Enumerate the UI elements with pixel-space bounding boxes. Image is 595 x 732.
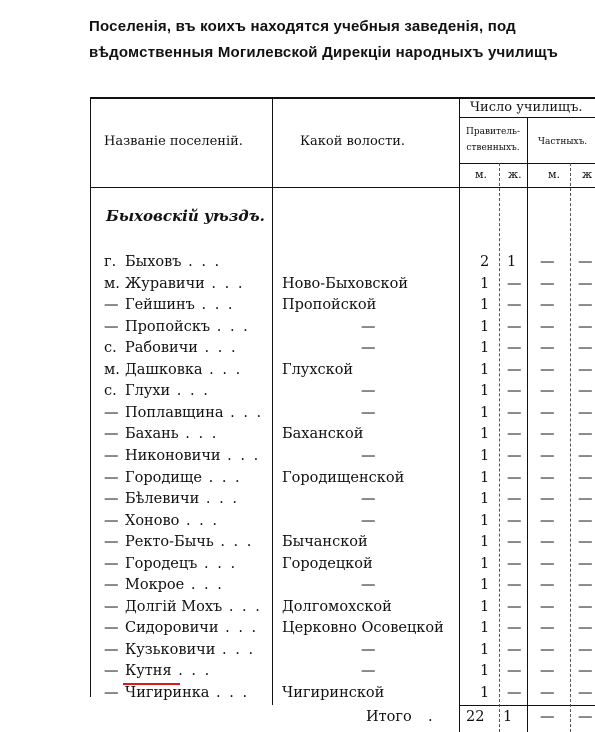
count-m-private: — — [540, 577, 555, 594]
count-zh-private: — — [578, 383, 593, 400]
settlement-name: Кузьковичи . . . — [125, 642, 255, 658]
volost-name: Пропойской — [282, 297, 377, 314]
settlement-name: Дашковка . . . — [125, 362, 242, 378]
total-c1: — — [540, 709, 555, 725]
volost-name: Ново-Быховской — [282, 275, 409, 292]
settlement-name: Быховъ . . . — [125, 254, 221, 270]
count-zh-govt: — — [507, 512, 522, 529]
count-zh-govt: — — [507, 275, 522, 292]
table-row — [0, 599, 595, 621]
count-zh-private: — — [578, 297, 593, 314]
table-row — [0, 319, 595, 341]
table-row — [0, 556, 595, 578]
count-zh-private: — — [578, 254, 593, 270]
row-prefix: — — [104, 577, 119, 594]
volost-name: Бычанской — [282, 534, 368, 551]
settlement-name: Бахань . . . — [125, 426, 218, 442]
row-prefix: — — [104, 620, 119, 637]
count-m-private: — — [540, 555, 555, 572]
volost-name: — — [361, 447, 376, 464]
count-m-private: — — [540, 254, 555, 270]
count-zh-govt: — — [507, 318, 522, 335]
count-zh-private: — — [578, 555, 593, 572]
count-zh-govt: — — [507, 641, 522, 658]
count-m-private: — — [540, 598, 555, 615]
table-row — [0, 470, 595, 492]
header-private: Частныхъ. — [538, 137, 588, 147]
count-m-private: — — [540, 534, 555, 551]
settlement-name: Бѣлевичи . . . — [125, 491, 239, 507]
count-m-private: — — [540, 404, 555, 421]
table-row — [0, 534, 595, 556]
settlement-name: Журавичи . . . — [125, 276, 244, 292]
row-prefix: — — [104, 663, 119, 680]
table-top-rule — [90, 97, 595, 99]
row-prefix: — — [104, 404, 119, 421]
count-zh-govt: — — [507, 598, 522, 615]
count-m-private: — — [540, 340, 555, 357]
table-row — [0, 362, 595, 384]
count-zh-govt: — — [507, 663, 522, 680]
row-prefix: — — [104, 598, 119, 615]
count-zh-private: — — [578, 512, 593, 529]
volost-name: Чигиринской — [282, 685, 385, 701]
total-row — [0, 709, 595, 731]
row-prefix: с. — [104, 340, 117, 357]
count-zh-private: — — [578, 620, 593, 637]
table-row — [0, 426, 595, 448]
volost-name: — — [361, 318, 376, 335]
total-dots: . — [428, 709, 433, 725]
count-zh-govt: — — [507, 620, 522, 637]
count-zh-govt: — — [507, 340, 522, 357]
row-prefix: — — [104, 297, 119, 314]
count-m-govt: 1 — [480, 620, 490, 637]
table-row — [0, 383, 595, 405]
settlement-name: Поплавщина . . . — [125, 405, 263, 421]
count-zh-govt: — — [507, 577, 522, 594]
count-m-govt: 2 — [480, 254, 490, 270]
row-prefix: — — [104, 641, 119, 658]
count-zh-private: — — [578, 447, 593, 464]
count-zh-private: — — [578, 534, 593, 551]
volost-name: Городищенской — [282, 469, 405, 486]
table-row — [0, 513, 595, 535]
row-prefix: — — [104, 685, 119, 701]
count-zh-private: — — [578, 663, 593, 680]
header-zh-govt: ж. — [508, 168, 522, 181]
count-m-govt: 1 — [480, 512, 490, 529]
count-m-govt: 1 — [480, 340, 490, 357]
volost-name: — — [361, 491, 376, 508]
header-volost: Какой волости. — [300, 134, 406, 149]
volost-name: — — [361, 641, 376, 658]
count-m-private: — — [540, 318, 555, 335]
header-name: Названіе поселеній. — [104, 134, 243, 149]
count-zh-govt: — — [507, 685, 522, 701]
settlement-name: Глухи . . . — [125, 383, 210, 399]
count-m-private: — — [540, 641, 555, 658]
count-m-govt: 1 — [480, 469, 490, 486]
count-m-govt: 1 — [480, 641, 490, 658]
table-row — [0, 254, 595, 276]
row-prefix: — — [104, 534, 119, 551]
count-zh-private: — — [578, 577, 593, 594]
settlement-name: Никоновичи . . . — [125, 448, 260, 464]
count-zh-govt: — — [507, 361, 522, 378]
volost-name: Церковно Осовецкой — [282, 620, 444, 637]
header-count: Число училищъ. — [470, 100, 583, 115]
volost-name: Глухской — [282, 361, 354, 378]
count-zh-private: — — [578, 404, 593, 421]
count-m-govt: 1 — [480, 555, 490, 572]
count-zh-govt: — — [507, 534, 522, 551]
count-m-private: — — [540, 512, 555, 529]
header-govt: Правитель-ственныхъ. — [465, 127, 520, 153]
count-m-govt: 1 — [480, 598, 490, 615]
row-prefix: м. — [104, 361, 120, 378]
volost-name: — — [361, 663, 376, 680]
row-prefix: — — [104, 447, 119, 464]
document-heading — [89, 14, 595, 66]
settlement-name: Долгій Мохъ . . . — [125, 599, 262, 615]
volost-name: — — [361, 577, 376, 594]
count-zh-private: — — [578, 318, 593, 335]
count-zh-govt: — — [507, 383, 522, 400]
row-prefix: с. — [104, 383, 117, 400]
row-prefix: — — [104, 469, 119, 486]
settlement-name: Чигиринка . . . — [125, 685, 249, 701]
row-prefix: — — [104, 491, 119, 508]
settlement-name: Городецъ . . . — [125, 556, 237, 572]
count-zh-private: — — [578, 469, 593, 486]
row-prefix: м. — [104, 275, 120, 292]
table-row — [0, 448, 595, 470]
header-zh-private: ж — [582, 168, 593, 181]
count-m-private: — — [540, 620, 555, 637]
total-zh: 1 — [503, 709, 513, 725]
count-zh-private: — — [578, 361, 593, 378]
count-m-private: — — [540, 297, 555, 314]
count-zh-govt: — — [507, 447, 522, 464]
row-prefix: г. — [104, 254, 117, 270]
count-m-govt: 1 — [480, 297, 490, 314]
settlement-name: Кутня . . . — [125, 663, 211, 679]
count-m-govt: 1 — [480, 404, 490, 421]
settlement-name: Ректо-Бычь . . . — [125, 534, 253, 550]
count-m-govt: 1 — [480, 491, 490, 508]
table-row — [0, 685, 595, 707]
total-c2: — — [578, 709, 593, 725]
count-m-private: — — [540, 491, 555, 508]
settlement-name: Гейшинъ . . . — [125, 297, 235, 313]
count-m-private: — — [540, 426, 555, 443]
total-m: 22 — [466, 709, 485, 725]
count-m-govt: 1 — [480, 318, 490, 335]
volost-name: — — [361, 340, 376, 357]
header-m-private: м. — [548, 168, 561, 181]
table-row — [0, 620, 595, 642]
count-m-govt: 1 — [480, 361, 490, 378]
count-zh-private: — — [578, 340, 593, 357]
table-row — [0, 642, 595, 664]
count-zh-private: — — [578, 641, 593, 658]
volost-name: Городецкой — [282, 555, 373, 572]
count-m-private: — — [540, 469, 555, 486]
volost-name: — — [361, 404, 376, 421]
red-underline-mark — [123, 683, 180, 685]
table-row — [0, 405, 595, 427]
count-m-govt: 1 — [480, 275, 490, 292]
count-zh-private: — — [578, 275, 593, 292]
row-prefix: — — [104, 512, 119, 529]
heading-line-2: вѣдомственныя Могилевской Дирекціи народныхъ училищъ — [89, 44, 558, 61]
count-m-private: — — [540, 685, 555, 701]
count-zh-govt: — — [507, 426, 522, 443]
total-label: Итого — [366, 709, 412, 725]
count-zh-govt: — — [507, 469, 522, 486]
table-row — [0, 577, 595, 599]
volost-name: Баханской — [282, 426, 364, 443]
count-m-govt: 1 — [480, 534, 490, 551]
settlement-name: Рабовичи . . . — [125, 340, 238, 356]
count-m-govt: 1 — [480, 426, 490, 443]
count-zh-private: — — [578, 685, 593, 701]
settlement-name: Пропойскъ . . . — [125, 319, 250, 335]
district-title: Быховскій уѣздъ. — [106, 207, 265, 225]
count-m-govt: 1 — [480, 383, 490, 400]
count-m-private: — — [540, 383, 555, 400]
settlement-name: Сидоровичи . . . — [125, 620, 258, 636]
count-m-private: — — [540, 275, 555, 292]
settlement-name: Городище . . . — [125, 470, 242, 486]
settlement-name: Мокрое . . . — [125, 577, 224, 593]
count-zh-govt: 1 — [507, 254, 517, 270]
count-m-private: — — [540, 447, 555, 464]
row-prefix: — — [104, 555, 119, 572]
header-m-govt: м. — [475, 168, 488, 181]
count-m-govt: 1 — [480, 577, 490, 594]
settlement-name: Хоново . . . — [125, 513, 219, 529]
table-row — [0, 491, 595, 513]
volost-name: — — [361, 512, 376, 529]
count-m-private: — — [540, 663, 555, 680]
count-zh-private: — — [578, 491, 593, 508]
row-prefix: — — [104, 318, 119, 335]
volost-name: — — [361, 383, 376, 400]
count-m-govt: 1 — [480, 685, 490, 701]
count-zh-govt: — — [507, 404, 522, 421]
count-m-govt: 1 — [480, 447, 490, 464]
count-m-govt: 1 — [480, 663, 490, 680]
volost-name: Долгомохской — [282, 598, 392, 615]
count-zh-govt: — — [507, 297, 522, 314]
count-zh-govt: — — [507, 555, 522, 572]
count-zh-private: — — [578, 598, 593, 615]
header-bottom-rule — [90, 187, 595, 188]
table-row — [0, 297, 595, 319]
count-zh-govt: — — [507, 491, 522, 508]
table-row — [0, 663, 595, 685]
row-prefix: — — [104, 426, 119, 443]
table-row — [0, 340, 595, 362]
heading-line-1: Поселенія, въ коихъ находятся учебныя заведенія, под — [89, 18, 516, 35]
count-m-private: — — [540, 361, 555, 378]
table-row — [0, 276, 595, 298]
count-zh-private: — — [578, 426, 593, 443]
